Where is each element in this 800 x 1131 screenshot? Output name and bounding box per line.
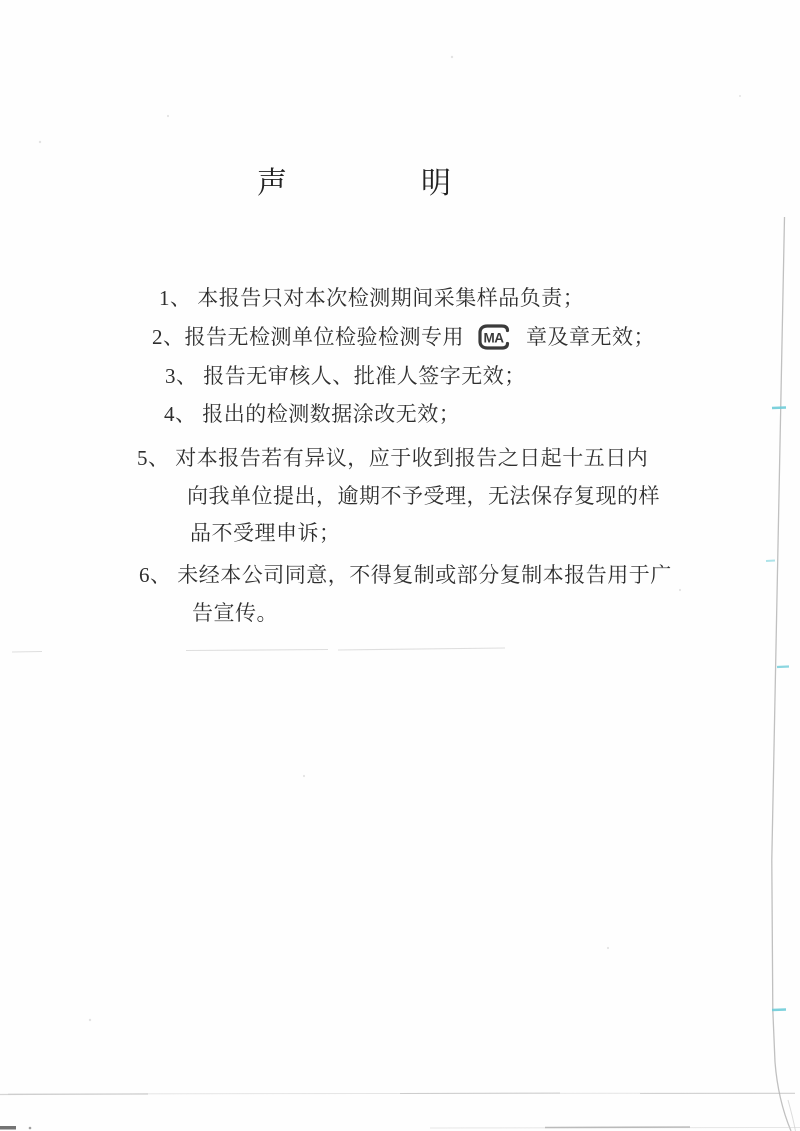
cyan-tick-2 [766,561,775,562]
bottom-crease-line [0,1093,795,1095]
declaration-item-2 [152,324,655,350]
declaration-item-5-line-2: 向我单位提出，逾期不予受理，无法保存复现的样 [187,484,660,508]
declaration-item-5-line-3: 品不受理申诉； [190,521,341,545]
page-edge-line-secondary [788,1100,796,1131]
cma-mark-label: MA [483,330,504,346]
cyan-tick-1 [772,408,786,409]
cma-ring-icon [478,324,511,350]
page-title-char-2: 明 [421,167,451,200]
declaration-item-2-text-pre: 2、报告无检测单位检验检测专用 [152,324,464,349]
mid-crease-line [12,648,505,652]
declaration-item-3: 3、 报告无审核人、批准人签字无效； [165,364,526,388]
bottom-edge-marks [0,1126,800,1130]
dust-specks [39,56,741,1021]
declaration-item-1: 1、 本报告只对本次检测期间采集样品负责； [159,286,585,310]
declaration-item-2-text-post: 章及章无效； [526,324,655,349]
declaration-item-6-line-2: 告宣传。 [192,601,278,625]
cma-accreditation-mark-icon [478,324,511,350]
page-title-char-1: 声 [257,167,287,200]
page-edge-line [772,217,791,1131]
declaration-item-4: 4、 报出的检测数据涂改无效； [164,402,461,426]
declaration-item-5-line-1: 5、 对本报告若有异议，应于收到报告之日起十五日内 [137,446,649,470]
declaration-item-6-line-1: 6、 未经本公司同意，不得复制或部分复制本报告用于广 [139,563,672,587]
cyan-tick-3 [777,667,789,668]
cyan-tick-4 [772,1010,786,1011]
